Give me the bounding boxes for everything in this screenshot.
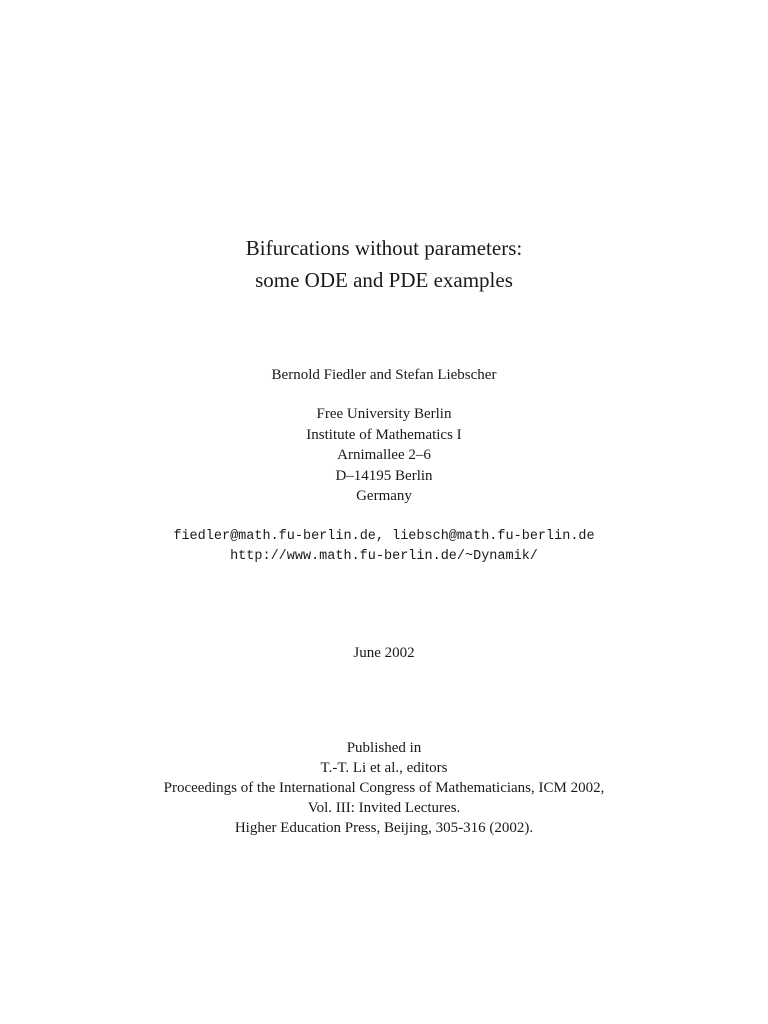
- publication-info: [0, 738, 768, 838]
- publication-line-2: T.-T. Li et al., editors: [320, 760, 448, 776]
- publication-date: [0, 642, 768, 664]
- affiliation-country: Germany: [356, 488, 412, 504]
- publication-line-5: Higher Education Press, Beijing, 305-316 (2002).: [234, 820, 534, 836]
- affiliation: [0, 404, 768, 507]
- title-line-2: some ODE and PDE examples: [255, 268, 513, 292]
- title-line-1: Bifurcations without parameters:: [245, 236, 523, 260]
- contact-info: [0, 527, 768, 567]
- date-text: June 2002: [353, 645, 415, 661]
- affiliation-university: Free University Berlin: [316, 406, 452, 422]
- publication-line-3: Proceedings of the International Congress of Mathematicians, ICM 2002,: [163, 780, 605, 796]
- homepage-url[interactable]: http://www.math.fu-berlin.de/~Dynamik/: [230, 549, 538, 564]
- affiliation-institute: Institute of Mathematics I: [306, 426, 462, 443]
- paper-title: [0, 232, 768, 296]
- affiliation-city: D–14195 Berlin: [335, 467, 433, 484]
- authors: [0, 364, 768, 386]
- email-addresses[interactable]: fiedler@math.fu-berlin.de, liebsch@math.fu-berlin.de: [173, 529, 595, 544]
- publication-line-4: Vol. III: Invited Lectures.: [307, 800, 461, 816]
- publication-line-1: Published in: [346, 740, 422, 756]
- author-names: Bernold Fiedler and Stefan Liebscher: [271, 367, 497, 383]
- affiliation-street: Arnimallee 2–6: [337, 447, 431, 463]
